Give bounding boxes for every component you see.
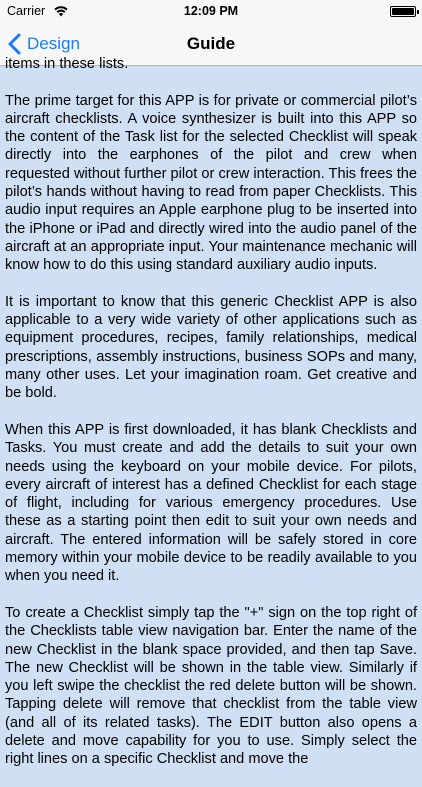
guide-paragraph-2: It is important to know that this generic Checklist APP is also applicable to a very wide variety of other applications such as equipment procedures, recipes, family relationships, medical prescriptions, assembly instructions, business SOPs and many, many other uses. Let your imagination roam. Get creative and be bold. — [5, 293, 417, 402]
back-button-label: Design — [27, 34, 80, 53]
battery-icon — [390, 6, 416, 17]
guide-text — [5, 55, 417, 787]
guide-scroll-view[interactable] — [0, 56, 422, 768]
guide-paragraph-3: When this APP is first downloaded, it has blank Checklists and Tasks. You must create and add the details to suit your own needs using the keyboard on your mobile device. For pilots, every aircraft of interest has a defined Checklist for each stage of flight, including for various emergency procedures. Use these as a starting point then edit to suit your own needs and aircraft. The entered information will be safely stored in core memory within your mobile device to be readily available to you when you need it. — [5, 421, 417, 585]
guide-paragraph-cut: items in these lists. — [5, 56, 129, 72]
status-bar — [0, 0, 422, 22]
guide-paragraph-4: To create a Checklist simply tap the "+" sign on the top right of the Checklists table view navigation bar. Enter the name of the new Checklist in the blank space provided, and then tap Save. The new Checklist will be shown in the table view. Similarly if you left swipe the checklist the red delete button will be shown. Tapping delete will remove that checklist from the table view (and all of its related tasks). The EDIT button also opens a delete and move capability for you to use. Simply select the right lines on a specific Checklist and move the — [5, 604, 417, 768]
status-time: 12:09 PM — [183, 4, 239, 18]
page-title: Guide — [186, 34, 236, 53]
guide-paragraph-1: The prime target for this APP is for private or commercial pilot’s aircraft checklists. A voice synthesizer is built into this APP so the content of the Task list for the selected Checklist will speak directly into the earphones of the pilot and crew when requested without further pilot or crew interaction. This frees the pilot’s hands without having to read from paper Checklists. This audio input requires an Apple earphone plug to be inserted into the iPhone or iPad and directly wired into the audio panel of the aircraft at an appropriate input. Your maintenance mechanic will know how to do this using standard auxiliary audio inputs. — [5, 92, 417, 274]
carrier-label: Carrier — [7, 4, 46, 18]
chevron-left-icon — [8, 33, 21, 55]
